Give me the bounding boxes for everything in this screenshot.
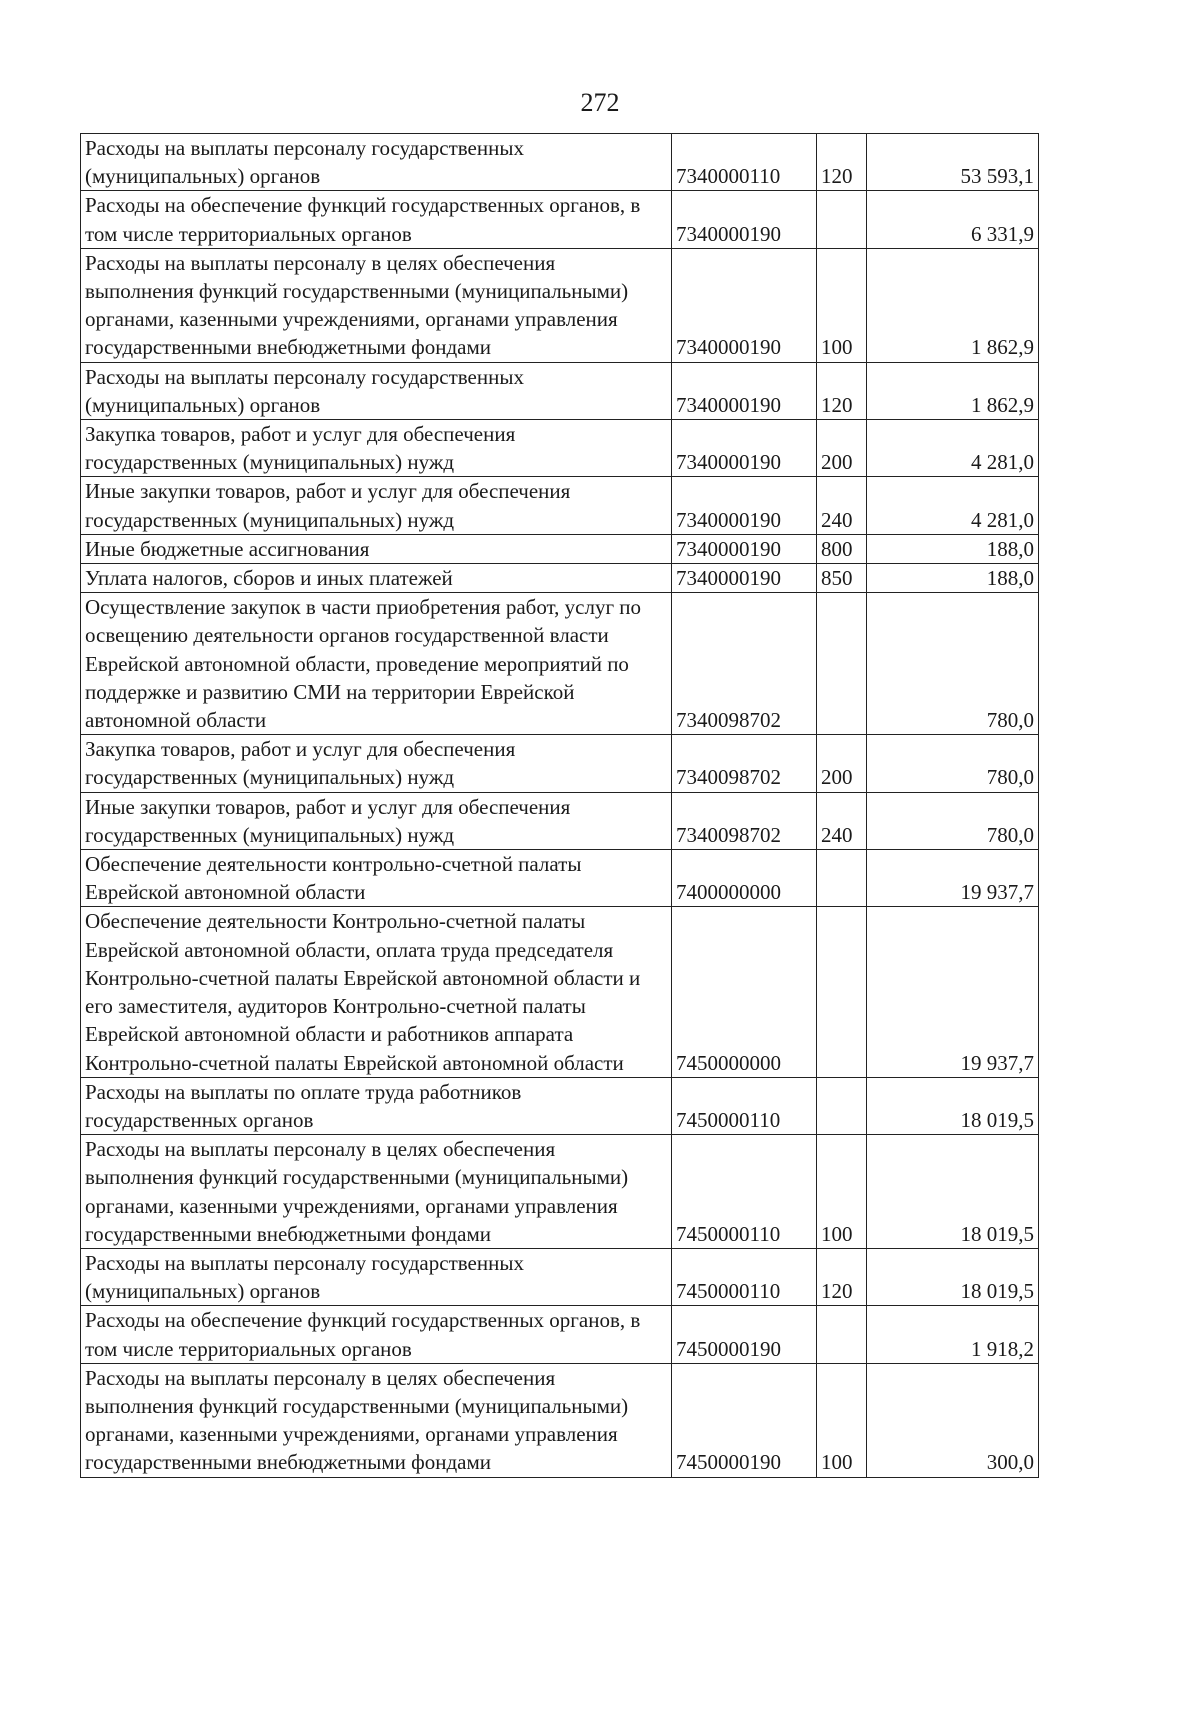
row-code: 7400000000	[672, 850, 817, 907]
row-code: 7340000190	[672, 534, 817, 563]
row-sum: 18 019,5	[867, 1248, 1039, 1305]
table-row	[81, 248, 1039, 362]
row-sum: 1 918,2	[867, 1306, 1039, 1363]
row-name: Уплата налогов, сборов и иных платежей	[81, 564, 672, 593]
row-type	[817, 850, 867, 907]
table-row	[81, 534, 1039, 563]
row-name: Расходы на выплаты персоналу в целях обеспечения выполнения функций государственными (муниципальными) органами, казенными учреждениями, органами управления государственными внебюджетными фондами	[81, 248, 672, 362]
table-row	[81, 362, 1039, 419]
row-sum: 188,0	[867, 534, 1039, 563]
row-name: Расходы на выплаты по оплате труда работников государственных органов	[81, 1077, 672, 1134]
table-row	[81, 1077, 1039, 1134]
table-row	[81, 850, 1039, 907]
row-code: 7340000190	[672, 248, 817, 362]
table-row	[81, 593, 1039, 735]
row-name: Обеспечение деятельности Контрольно-счетной палаты Еврейской автономной области, оплата труда председателя Контрольно-счетной палаты Еврейской автономной области и его заместителя, аудиторов Контрольно-счетной палаты Еврейской автономной области и работников аппарата Контрольно-счетной палаты Еврейской автономной области	[81, 907, 672, 1077]
table-row	[81, 420, 1039, 477]
row-name: Расходы на обеспечение функций государственных органов, в том числе территориальных органов	[81, 191, 672, 248]
row-name: Закупка товаров, работ и услуг для обеспечения государственных (муниципальных) нужд	[81, 735, 672, 792]
row-sum: 1 862,9	[867, 248, 1039, 362]
row-name: Закупка товаров, работ и услуг для обеспечения государственных (муниципальных) нужд	[81, 420, 672, 477]
row-sum: 19 937,7	[867, 850, 1039, 907]
row-name: Иные бюджетные ассигнования	[81, 534, 672, 563]
row-sum: 4 281,0	[867, 477, 1039, 534]
row-code: 7340000110	[672, 134, 817, 191]
row-code: 7340000190	[672, 420, 817, 477]
row-code: 7450000190	[672, 1306, 817, 1363]
row-type: 800	[817, 534, 867, 563]
row-code: 7340000190	[672, 191, 817, 248]
row-sum: 53 593,1	[867, 134, 1039, 191]
row-code: 7340098702	[672, 792, 817, 849]
row-sum: 18 019,5	[867, 1077, 1039, 1134]
row-type	[817, 1077, 867, 1134]
table-row	[81, 134, 1039, 191]
row-type	[817, 191, 867, 248]
row-code: 7450000110	[672, 1248, 817, 1305]
row-name: Расходы на выплаты персоналу государственных (муниципальных) органов	[81, 1248, 672, 1305]
row-type	[817, 907, 867, 1077]
row-name: Осуществление закупок в части приобретения работ, услуг по освещению деятельности органов государственной власти Еврейской автономной области, проведение мероприятий по поддержке и развитию СМИ на территории Еврейской автономной области	[81, 593, 672, 735]
row-code: 7340000190	[672, 362, 817, 419]
row-type: 120	[817, 134, 867, 191]
table-row	[81, 907, 1039, 1077]
row-type	[817, 593, 867, 735]
table-row	[81, 191, 1039, 248]
row-code: 7450000110	[672, 1077, 817, 1134]
table-row	[81, 792, 1039, 849]
row-sum: 4 281,0	[867, 420, 1039, 477]
row-type: 240	[817, 477, 867, 534]
table-row	[81, 1306, 1039, 1363]
row-type: 100	[817, 1135, 867, 1249]
row-type: 120	[817, 1248, 867, 1305]
row-sum: 780,0	[867, 735, 1039, 792]
row-name: Иные закупки товаров, работ и услуг для обеспечения государственных (муниципальных) нужд	[81, 477, 672, 534]
row-sum: 6 331,9	[867, 191, 1039, 248]
row-name: Расходы на обеспечение функций государственных органов, в том числе территориальных органов	[81, 1306, 672, 1363]
row-code: 7340000190	[672, 564, 817, 593]
row-sum: 300,0	[867, 1363, 1039, 1477]
row-sum: 780,0	[867, 593, 1039, 735]
row-sum: 1 862,9	[867, 362, 1039, 419]
row-name: Иные закупки товаров, работ и услуг для обеспечения государственных (муниципальных) нужд	[81, 792, 672, 849]
table-row	[81, 735, 1039, 792]
table-row	[81, 1135, 1039, 1249]
row-code: 7340098702	[672, 593, 817, 735]
row-sum: 19 937,7	[867, 907, 1039, 1077]
table-row	[81, 1363, 1039, 1477]
row-type	[817, 1306, 867, 1363]
table-row	[81, 1248, 1039, 1305]
row-type: 100	[817, 248, 867, 362]
row-name: Расходы на выплаты персоналу государственных (муниципальных) органов	[81, 362, 672, 419]
row-sum: 188,0	[867, 564, 1039, 593]
table-row	[81, 477, 1039, 534]
row-type: 100	[817, 1363, 867, 1477]
row-type: 200	[817, 420, 867, 477]
row-code: 7340000190	[672, 477, 817, 534]
row-code: 7450000000	[672, 907, 817, 1077]
row-type: 200	[817, 735, 867, 792]
row-name: Обеспечение деятельности контрольно-счетной палаты Еврейской автономной области	[81, 850, 672, 907]
page-number: 272	[580, 88, 620, 117]
row-code: 7450000190	[672, 1363, 817, 1477]
row-code: 7450000110	[672, 1135, 817, 1249]
row-type: 850	[817, 564, 867, 593]
row-type: 120	[817, 362, 867, 419]
row-type: 240	[817, 792, 867, 849]
row-sum: 780,0	[867, 792, 1039, 849]
row-name: Расходы на выплаты персоналу государственных (муниципальных) органов	[81, 134, 672, 191]
row-name: Расходы на выплаты персоналу в целях обеспечения выполнения функций государственными (муниципальными) органами, казенными учреждениями, органами управления государственными внебюджетными фондами	[81, 1135, 672, 1249]
row-name: Расходы на выплаты персоналу в целях обеспечения выполнения функций государственными (муниципальными) органами, казенными учреждениями, органами управления государственными внебюджетными фондами	[81, 1363, 672, 1477]
table-row	[81, 564, 1039, 593]
row-code: 7340098702	[672, 735, 817, 792]
row-sum: 18 019,5	[867, 1135, 1039, 1249]
budget-table	[80, 133, 1039, 1478]
